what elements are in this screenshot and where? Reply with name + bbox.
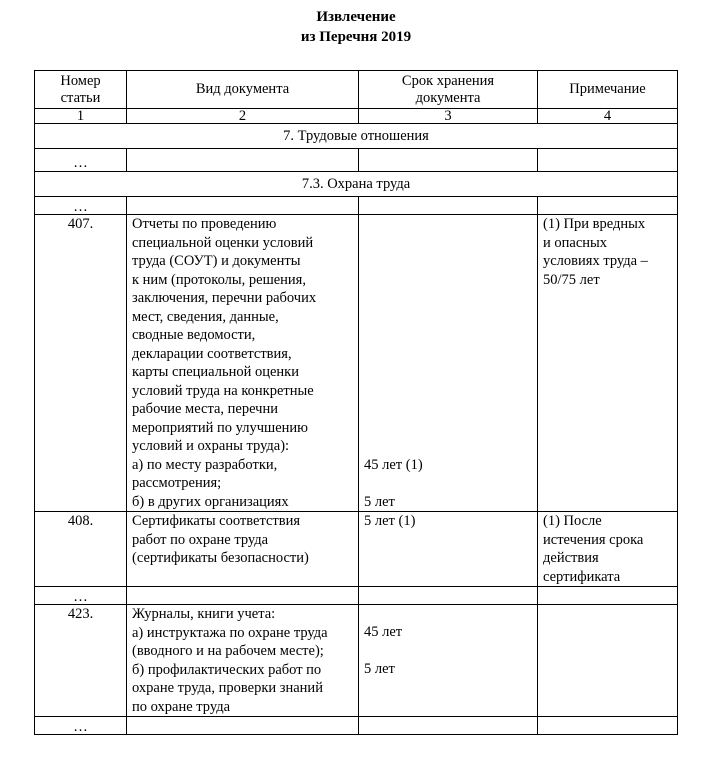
column-number: 3 [359,109,538,124]
ellipsis-row [35,149,678,172]
retention-period: 45 лет (1) 5 лет [359,215,538,512]
header-row [35,71,678,109]
header-note: Примечание [538,71,678,109]
header-retention-period: Срок хранения документа [359,71,538,109]
document-type: Журналы, книги учета: а) инструктажа по охране труда (вводного и на рабочем месте); б) профилактических работ по охране труда, проверки знаний по охране труда [127,605,359,717]
subsection-title: 7.3. Охрана труда [35,172,678,197]
ellipsis: … [35,717,127,735]
table-row [35,512,678,587]
ellipsis-row [35,197,678,215]
document-type: Сертификаты соответствия работ по охране труда (сертификаты безопасности) [127,512,359,587]
column-number: 1 [35,109,127,124]
retention-period: 45 лет 5 лет [359,605,538,717]
article-number: 423. [35,605,127,717]
note: (1) После истечения срока действия сертификата [538,512,678,587]
table-row [35,605,678,717]
section-title: 7. Трудовые отношения [35,124,678,149]
ellipsis: … [35,587,127,605]
header-article-number: Номер статьи [35,71,127,109]
note: (1) При вредных и опасных условиях труда – 50/75 лет [538,215,678,512]
column-number: 2 [127,109,359,124]
note [538,605,678,717]
document-subtitle: из Перечня 2019 [300,29,412,45]
subsection-row [35,172,678,197]
retention-table [34,70,678,735]
document-type: Отчеты по проведению специальной оценки условий труда (СОУТ) и документы к ним (протоколы, решения, заключения, перечни рабочих мест, сведения, данные, сводные ведомости, декларации соответствия, карты специальной оценки условий труда на конкретные рабочие места, перечни мероприятий по улучшению условий и охраны труда): а) по месту разработки, рассмотрения; б) в других организациях [127,215,359,512]
document-title: Извлечение [316,9,396,25]
section-row [35,124,678,149]
article-number: 407. [35,215,127,512]
column-number-row [35,109,678,124]
table-row [35,215,678,512]
ellipsis-row [35,587,678,605]
column-number: 4 [538,109,678,124]
ellipsis-row [35,717,678,735]
retention-period: 5 лет (1) [359,512,538,587]
ellipsis: … [35,197,127,215]
ellipsis: … [35,149,127,172]
article-number: 408. [35,512,127,587]
header-document-type: Вид документа [127,71,359,109]
